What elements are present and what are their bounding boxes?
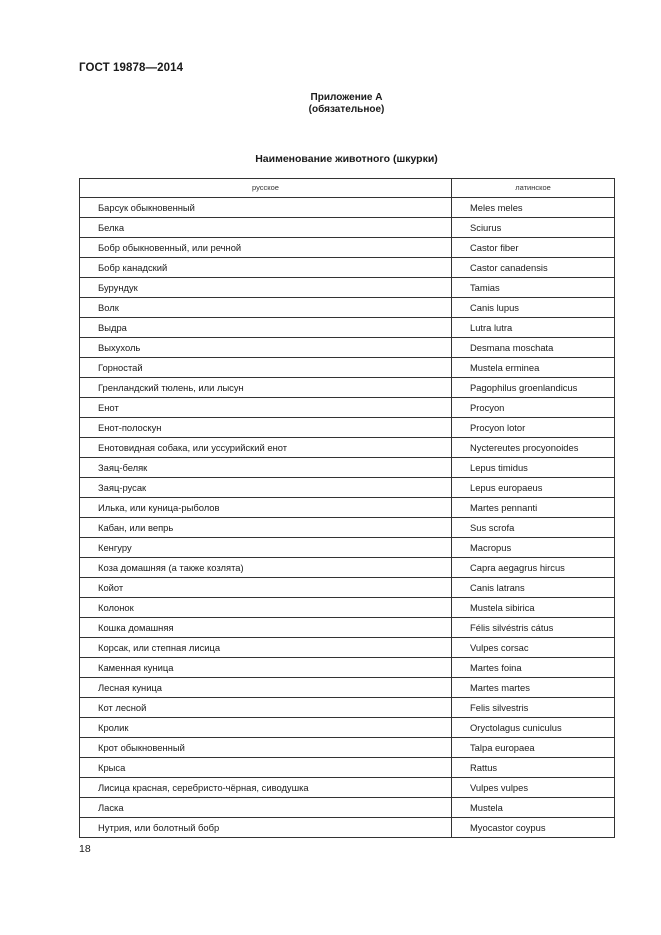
table-row xyxy=(80,318,615,338)
appendix-heading xyxy=(80,92,613,116)
table-row xyxy=(80,698,615,718)
table-row xyxy=(80,598,615,618)
latin-name-cell: Meles meles xyxy=(452,198,615,218)
latin-name-cell: Desmana moschata xyxy=(452,338,615,358)
russian-name-cell: Горностай xyxy=(80,358,452,378)
latin-name-cell: Nyctereutes procyonoides xyxy=(452,438,615,458)
russian-name-cell: Корсак, или степная лисица xyxy=(80,638,452,658)
table-row xyxy=(80,518,615,538)
russian-name-cell: Ласка xyxy=(80,798,452,818)
russian-name-cell: Крот обыкновенный xyxy=(80,738,452,758)
table-row xyxy=(80,378,615,398)
table-row xyxy=(80,538,615,558)
table-row xyxy=(80,798,615,818)
column-header-russian: русское xyxy=(80,179,452,198)
table-row xyxy=(80,258,615,278)
table-header-row xyxy=(80,179,615,198)
latin-name-cell: Capra aegagrus hircus xyxy=(452,558,615,578)
latin-name-cell: Sciurus xyxy=(452,218,615,238)
table-row xyxy=(80,238,615,258)
table-row xyxy=(80,298,615,318)
latin-name-cell: Vulpes corsac xyxy=(452,638,615,658)
latin-name-cell: Mustela erminea xyxy=(452,358,615,378)
latin-name-cell: Vulpes vulpes xyxy=(452,778,615,798)
table-row xyxy=(80,278,615,298)
latin-name-cell: Myocastor coypus xyxy=(452,818,615,838)
russian-name-cell: Бурундук xyxy=(80,278,452,298)
russian-name-cell: Крыса xyxy=(80,758,452,778)
latin-name-cell: Mustela xyxy=(452,798,615,818)
russian-name-cell: Бобр обыкновенный, или речной xyxy=(80,238,452,258)
table-row xyxy=(80,198,615,218)
latin-name-cell: Rattus xyxy=(452,758,615,778)
table-row xyxy=(80,778,615,798)
table-row xyxy=(80,498,615,518)
latin-name-cell: Talpa europaea xyxy=(452,738,615,758)
russian-name-cell: Коза домашняя (а также козлята) xyxy=(80,558,452,578)
table-title: Наименование животного (шкурки) xyxy=(255,153,438,165)
latin-name-cell: Pagophilus groenlandicus xyxy=(452,378,615,398)
russian-name-cell: Нутрия, или болотный бобр xyxy=(80,818,452,838)
russian-name-cell: Лисица красная, серебристо-чёрная, сиводушка xyxy=(80,778,452,798)
russian-name-cell: Выдра xyxy=(80,318,452,338)
latin-name-cell: Canis lupus xyxy=(452,298,615,318)
russian-name-cell: Илька, или куница-рыболов xyxy=(80,498,452,518)
russian-name-cell: Койот xyxy=(80,578,452,598)
animal-names-table xyxy=(79,178,615,838)
russian-name-cell: Заяц-русак xyxy=(80,478,452,498)
table-row xyxy=(80,758,615,778)
latin-name-cell: Lutra lutra xyxy=(452,318,615,338)
russian-name-cell: Гренландский тюлень, или лысун xyxy=(80,378,452,398)
russian-name-cell: Заяц-беляк xyxy=(80,458,452,478)
russian-name-cell: Барсук обыкновенный xyxy=(80,198,452,218)
latin-name-cell: Tamias xyxy=(452,278,615,298)
table-row xyxy=(80,418,615,438)
russian-name-cell: Енот xyxy=(80,398,452,418)
page-number: 18 xyxy=(79,843,91,855)
russian-name-cell: Кенгуру xyxy=(80,538,452,558)
table-row xyxy=(80,358,615,378)
russian-name-cell: Колонок xyxy=(80,598,452,618)
latin-name-cell: Procyon lotor xyxy=(452,418,615,438)
table-body xyxy=(80,198,615,838)
appendix-subtitle: (обязательное) xyxy=(308,104,385,115)
latin-name-cell: Lepus europaeus xyxy=(452,478,615,498)
latin-name-cell: Castor canadensis xyxy=(452,258,615,278)
latin-name-cell: Canis latrans xyxy=(452,578,615,598)
latin-name-cell: Martes foina xyxy=(452,658,615,678)
russian-name-cell: Кабан, или вепрь xyxy=(80,518,452,538)
table-row xyxy=(80,718,615,738)
latin-name-cell: Procyon xyxy=(452,398,615,418)
table-row xyxy=(80,738,615,758)
latin-name-cell: Oryctolagus cuniculus xyxy=(452,718,615,738)
document-id: ГОСТ 19878—2014 xyxy=(79,62,184,74)
latin-name-cell: Mustela sibirica xyxy=(452,598,615,618)
russian-name-cell: Кот лесной xyxy=(80,698,452,718)
latin-name-cell: Macropus xyxy=(452,538,615,558)
table-row xyxy=(80,398,615,418)
table-row xyxy=(80,678,615,698)
table-row xyxy=(80,218,615,238)
russian-name-cell: Каменная куница xyxy=(80,658,452,678)
appendix-title: Приложение А xyxy=(310,92,383,103)
table-row xyxy=(80,578,615,598)
table-row xyxy=(80,818,615,838)
latin-name-cell: Martes pennanti xyxy=(452,498,615,518)
russian-name-cell: Енотовидная собака, или уссурийский енот xyxy=(80,438,452,458)
russian-name-cell: Выхухоль xyxy=(80,338,452,358)
latin-name-cell: Félis silvéstris cátus xyxy=(452,618,615,638)
table-row xyxy=(80,458,615,478)
column-header-latin: латинское xyxy=(452,179,615,198)
table-row xyxy=(80,338,615,358)
latin-name-cell: Felis silvestris xyxy=(452,698,615,718)
latin-name-cell: Martes martes xyxy=(452,678,615,698)
russian-name-cell: Кошка домашняя xyxy=(80,618,452,638)
table-row xyxy=(80,638,615,658)
table-row xyxy=(80,618,615,638)
latin-name-cell: Castor fiber xyxy=(452,238,615,258)
russian-name-cell: Енот-полоскун xyxy=(80,418,452,438)
latin-name-cell: Sus scrofa xyxy=(452,518,615,538)
russian-name-cell: Белка xyxy=(80,218,452,238)
latin-name-cell: Lepus timidus xyxy=(452,458,615,478)
table-row xyxy=(80,438,615,458)
table-row xyxy=(80,658,615,678)
table-row xyxy=(80,478,615,498)
russian-name-cell: Кролик xyxy=(80,718,452,738)
russian-name-cell: Лесная куница xyxy=(80,678,452,698)
russian-name-cell: Бобр канадский xyxy=(80,258,452,278)
russian-name-cell: Волк xyxy=(80,298,452,318)
table-row xyxy=(80,558,615,578)
